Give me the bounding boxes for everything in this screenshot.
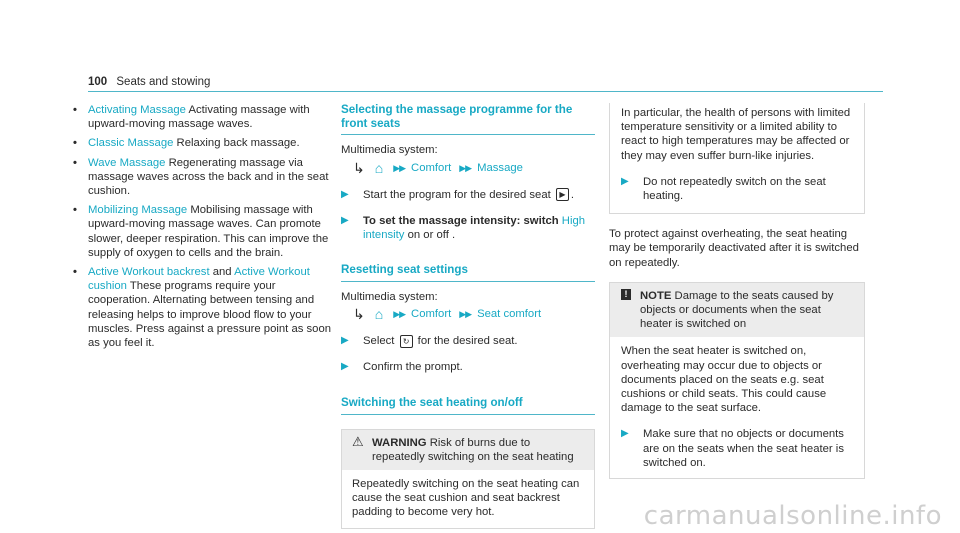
page-section-title: Seats and stowing bbox=[116, 76, 211, 88]
step-arrow-icon: ▶ bbox=[341, 215, 349, 227]
step-arrow-icon: ▶ bbox=[621, 428, 629, 440]
instruction-step bbox=[621, 427, 856, 470]
program-description: Mobilising massage with upward-moving massage waves. Can promote slower, deeper respiration. This can improve the supply of oxygen to cells and the brain. bbox=[88, 204, 329, 259]
step-text: Start the program for the desired seat bbox=[363, 188, 554, 201]
conjunction: and bbox=[209, 266, 235, 279]
note-label: NOTE bbox=[640, 289, 672, 302]
instruction-step bbox=[341, 214, 595, 242]
step-text: Do not repeatedly switch on the seat heating. bbox=[643, 175, 826, 203]
step-arrow-icon: ▶ bbox=[621, 175, 629, 187]
menu-path bbox=[353, 161, 595, 175]
return-arrow-icon: ↳ bbox=[353, 159, 365, 176]
home-icon: ⌂ bbox=[374, 305, 384, 322]
header-rule bbox=[88, 91, 883, 92]
play-icon: ▶ bbox=[556, 188, 569, 201]
step-text-end: . bbox=[570, 188, 575, 201]
step-bold: To set the massage intensity: switch bbox=[363, 215, 562, 228]
warning-triangle-icon: ⚠ bbox=[352, 433, 364, 449]
instruction-step bbox=[621, 175, 856, 203]
menu-comfort: Comfort bbox=[411, 307, 452, 320]
list-item: • Mobilizing Massage Mobilising massage with upward-moving massage waves. Can promote slower, deeper respiration. This can improve the supply of oxygen to cells and the brain. bbox=[73, 204, 329, 259]
step-text: Confirm the prompt. bbox=[363, 361, 463, 374]
note-box bbox=[609, 282, 865, 479]
section-rule bbox=[341, 414, 595, 415]
warning-box-continued bbox=[609, 103, 865, 214]
step-text-end: for the desired seat. bbox=[414, 335, 518, 348]
instruction-step bbox=[341, 334, 595, 348]
step-arrow-icon: ▶ bbox=[341, 188, 349, 200]
watermark: carmanualsonline.info bbox=[643, 500, 942, 531]
menu-massage: Massage bbox=[477, 161, 523, 174]
section-title-massage: Selecting the massage programme for the front seats bbox=[341, 103, 573, 131]
home-icon: ⌂ bbox=[374, 159, 384, 176]
warning-body: Repeatedly switching on the seat heating can cause the seat cushion and seat backrest padding to become very hot. bbox=[352, 478, 580, 519]
step-text: Select bbox=[363, 335, 398, 348]
intro-text: Multimedia system: bbox=[341, 290, 438, 303]
program-description: Activating massage with upward-moving massage waves. bbox=[88, 104, 310, 131]
instruction-step bbox=[341, 188, 595, 202]
chevron-right-icon: ▶▶ bbox=[393, 162, 406, 173]
section-title-reset: Resetting seat settings bbox=[341, 263, 468, 277]
list-item: • Classic Massage Relaxing back massage. bbox=[73, 137, 300, 150]
note-header bbox=[610, 283, 864, 338]
protection-text: To protect against overheating, the seat heating may be temporarily deactivated after it is switched on repeatedly. bbox=[609, 228, 859, 269]
note-heading: Damage to the seats caused by objects or documents when the seat heater is switched on bbox=[640, 289, 834, 331]
option-high-intensity: High intensity bbox=[363, 215, 586, 242]
chevron-right-icon: ▶▶ bbox=[459, 308, 472, 319]
note-body bbox=[610, 337, 864, 478]
massage-program-list bbox=[73, 103, 331, 355]
chevron-right-icon: ▶▶ bbox=[393, 308, 406, 319]
section-rule bbox=[341, 281, 595, 282]
program-term: Active Workout backrest bbox=[88, 266, 210, 279]
return-arrow-icon: ↳ bbox=[353, 305, 365, 322]
column-right bbox=[609, 103, 865, 479]
menu-path bbox=[353, 307, 595, 321]
menu-comfort: Comfort bbox=[411, 161, 452, 174]
program-description: These programs require your cooperation. Alternating between tensing and releasing helps to improve blood flow to your muscles. Press against a pressure point as soon as you feel it. bbox=[88, 280, 332, 350]
warning-header bbox=[342, 430, 594, 470]
column-middle bbox=[341, 103, 595, 529]
section-rule bbox=[341, 134, 595, 135]
menu-seat-comfort: Seat comfort bbox=[477, 307, 542, 320]
note-exclamation-icon: ! bbox=[621, 289, 631, 300]
section-title-heating: Switching the seat heating on/off bbox=[341, 396, 523, 410]
program-term: Activating Massage bbox=[88, 104, 186, 116]
step-arrow-icon: ▶ bbox=[341, 335, 349, 347]
program-term: Wave Massage bbox=[88, 156, 166, 169]
intro-text: Multimedia system: bbox=[341, 144, 438, 157]
program-term: Mobilizing Massage bbox=[88, 204, 188, 217]
step-text: Make sure that no objects or documents are on the seats when the seat heater is switched on. bbox=[643, 428, 844, 469]
list-item: • Active Workout backrest and Active Workout cushion These programs require your cooperation. Alternating between tensing and releasing helps to improve blood flow to your muscles. Press against a pressure point as soon as you feel it. bbox=[73, 266, 332, 350]
list-item: • Activating Massage Activating massage with upward-moving massage waves. bbox=[73, 104, 310, 131]
list-item: • Wave Massage Regenerating massage via massage waves across the back and in the seat cushion. bbox=[73, 156, 329, 198]
warning-box bbox=[341, 429, 595, 529]
program-description: Relaxing back massage. bbox=[173, 137, 300, 150]
step-text-end: on or off . bbox=[404, 229, 456, 242]
warning-label: WARNING bbox=[372, 436, 427, 449]
warning-continued-text: In particular, the health of persons with limited temperature sensitivity or a limited ability to react to high temperatures may be affected or they may even suffer burn-like injuries. bbox=[621, 107, 851, 162]
warning-heading: Risk of burns due to repeatedly switching on the seat heating bbox=[372, 436, 574, 463]
page-number: 100 bbox=[88, 76, 108, 88]
program-description: Regenerating massage via massage waves across the back and in the seat cushion. bbox=[88, 156, 329, 198]
reset-icon: ↻ bbox=[400, 335, 413, 348]
chevron-right-icon: ▶▶ bbox=[459, 162, 472, 173]
note-text: When the seat heater is switched on, overheating may occur due to objects or documents placed on the seats e.g. seat cushions or child seats. This could cause damage to the seat surface. bbox=[621, 345, 827, 415]
program-term-2: Active Workout cushion bbox=[88, 266, 310, 293]
program-term: Classic Massage bbox=[88, 137, 174, 150]
instruction-step bbox=[341, 360, 595, 374]
page-header bbox=[88, 75, 210, 89]
step-arrow-icon: ▶ bbox=[341, 361, 349, 373]
